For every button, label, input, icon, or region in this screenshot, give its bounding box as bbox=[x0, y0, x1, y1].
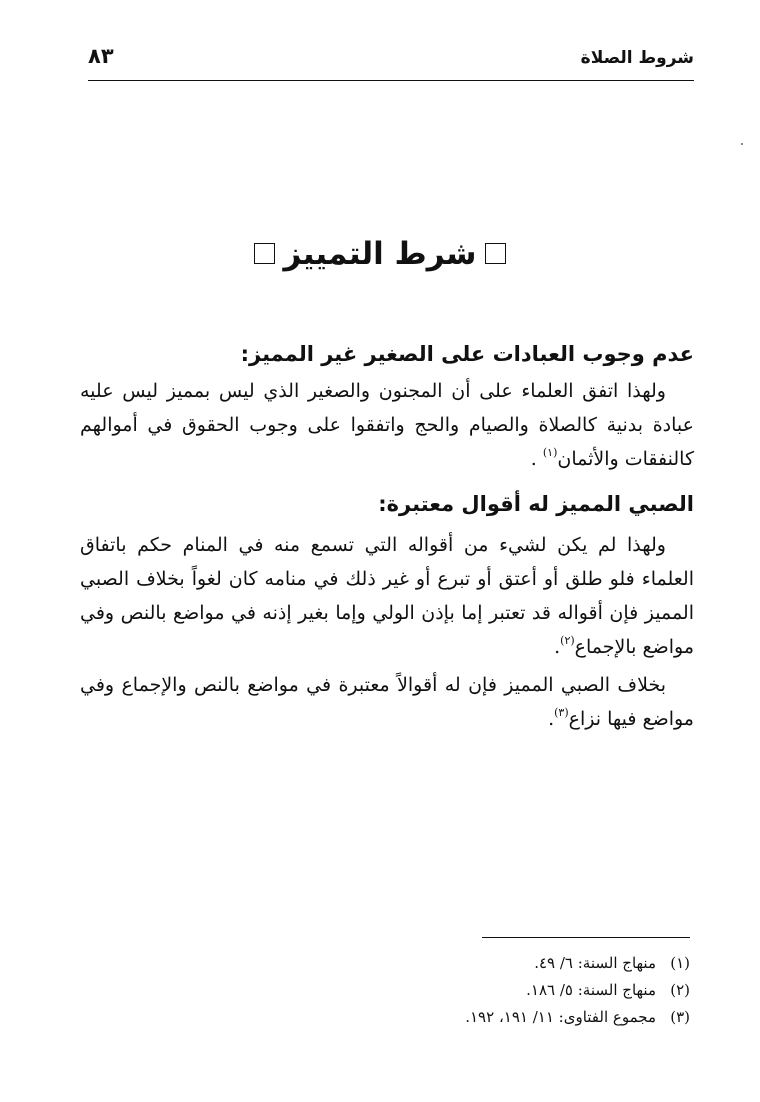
footnotes bbox=[300, 950, 690, 1031]
footnote-item bbox=[300, 977, 690, 1004]
paragraph-1-end: . bbox=[530, 448, 537, 470]
running-header-title: شروط الصلاة bbox=[580, 48, 694, 68]
footnote-text: منهاج السنة: ٦/ ٤٩. bbox=[534, 954, 656, 972]
header-rule bbox=[88, 80, 694, 81]
running-header bbox=[88, 42, 694, 80]
chapter-title bbox=[0, 236, 760, 272]
section-heading-1: عدم وجوب العبادات على الصغير غير المميز: bbox=[240, 342, 694, 366]
footnote-text: منهاج السنة: ٥/ ١٨٦. bbox=[526, 981, 656, 999]
title-box-ornament-right bbox=[485, 243, 506, 264]
footnote-item bbox=[300, 1004, 690, 1031]
paragraph-3-end: . bbox=[548, 708, 555, 730]
section-paragraph-2 bbox=[80, 528, 694, 667]
chapter-title-text: شرط التمييز bbox=[283, 236, 477, 272]
paragraph-2-text: ولهذا لم يكن لشيء من أقواله التي تسمع منه في المنام حكم باتفاق العلماء فلو طلق أو أعتق أو تبرع أو غير ذلك في منامه كان لغواً بخلاف الصبي المميز فإن أقواله قد تعتبر إما بإذن الولي وإما بغير إذنه في مواضع بالنص وفي مواضع بالإجماع bbox=[80, 534, 694, 658]
title-box-ornament-left bbox=[254, 243, 275, 264]
footnote-marker-3: (٣) bbox=[554, 706, 569, 719]
footnote-marker-1: (١) bbox=[542, 446, 558, 459]
footnote-item bbox=[300, 950, 690, 977]
section-paragraph-3 bbox=[80, 668, 694, 739]
paragraph-2-end: . bbox=[554, 636, 561, 658]
section-paragraph-1 bbox=[80, 374, 694, 479]
page-number: ٨٣ bbox=[88, 44, 114, 68]
paragraph-1-text: ولهذا اتفق العلماء على أن المجنون والصغير الذي ليس بمميز ليس عليه عبادة بدنية كالصلاة والصيام والحج واتفقوا على وجوب الحقوق في أموالهم كالنفقات والأثمان bbox=[80, 380, 694, 470]
margin-dot bbox=[741, 143, 743, 145]
paragraph-3-text: بخلاف الصبي المميز فإن له أقوالاً معتبرة في مواضع بالنص والإجماع وفي مواضع فيها نزاع bbox=[80, 674, 694, 730]
footnote-number: (٣) bbox=[670, 1008, 690, 1026]
footnote-marker-2: (٢) bbox=[560, 634, 575, 647]
footnote-rule bbox=[482, 937, 690, 938]
footnote-number: (١) bbox=[670, 954, 690, 972]
footnote-text: مجموع الفتاوى: ١١/ ١٩١، ١٩٢. bbox=[465, 1008, 656, 1026]
footnote-number: (٢) bbox=[670, 981, 690, 999]
section-heading-2: الصبي المميز له أقوال معتبرة: bbox=[378, 492, 694, 516]
